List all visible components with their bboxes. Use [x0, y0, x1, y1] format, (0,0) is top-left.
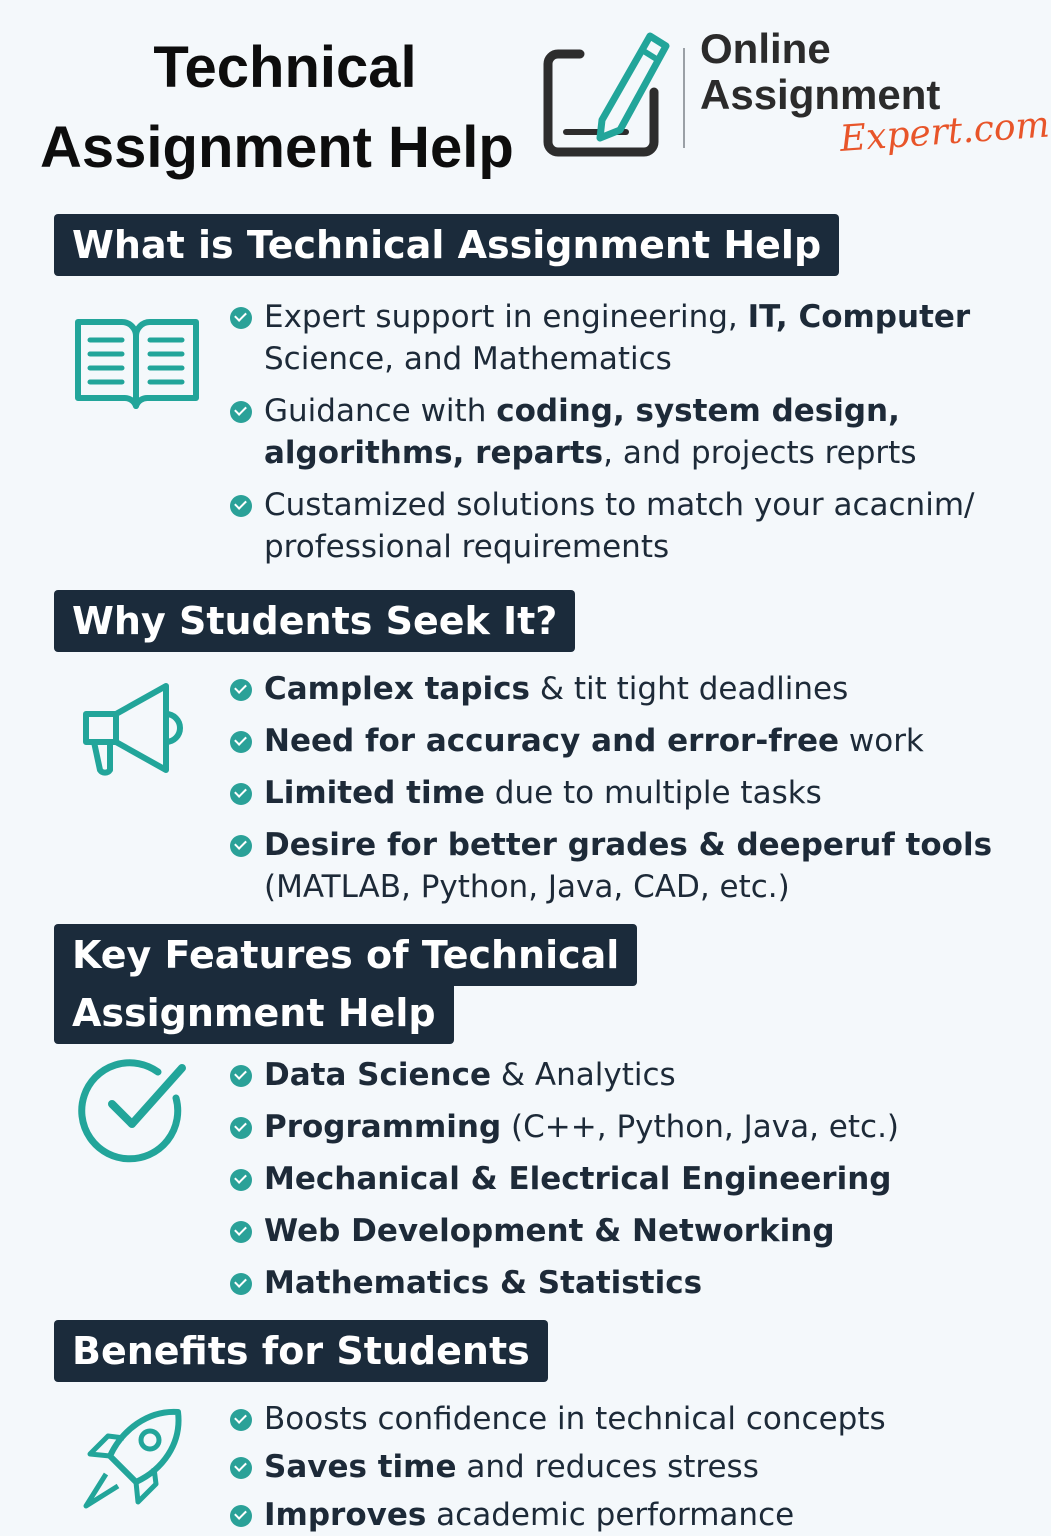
check-bullet-icon: [230, 1065, 252, 1087]
list-item: Guidance with coding, system design, algorithms, reparts, and projects reprts: [228, 390, 998, 474]
logo-line1: Online: [700, 25, 831, 72]
check-bullet-icon: [230, 1457, 252, 1479]
section-list-benefits: [228, 1398, 998, 1536]
list-item: Programming (C++, Python, Java, etc.): [228, 1106, 998, 1148]
check-bullet-icon: [230, 1273, 252, 1295]
check-bullet-icon: [230, 495, 252, 517]
section-heading-benefits: Benefits for Students: [54, 1320, 548, 1382]
check-bullet-icon: [230, 1221, 252, 1243]
open-book-icon: [72, 314, 202, 414]
check-bullet-icon: [230, 401, 252, 423]
rocket-icon: [78, 1404, 188, 1514]
check-bullet-icon: [230, 731, 252, 753]
megaphone-icon: [78, 680, 188, 780]
check-bullet-icon: [230, 679, 252, 701]
check-bullet-icon: [230, 1505, 252, 1527]
logo: [700, 25, 1051, 162]
section-list-key-features: [228, 1054, 998, 1304]
list-item: Mathematics & Statistics: [228, 1262, 998, 1304]
list-item: Data Science & Analytics: [228, 1054, 998, 1096]
check-bullet-icon: [230, 835, 252, 857]
section-list-why-students: [228, 668, 998, 908]
section-list-what-is: [228, 296, 998, 568]
page-title-line2: Assignment Help: [40, 115, 514, 180]
check-bullet-icon: [230, 1409, 252, 1431]
logo-line3: Expert.com: [838, 104, 1051, 160]
pencil-writing-icon: [540, 22, 680, 162]
check-bullet-icon: [230, 1117, 252, 1139]
list-item: Expert support in engineering, IT, Computer Science, and Mathematics: [228, 296, 998, 380]
logo-divider: [683, 48, 685, 148]
list-item: Camplex tapics & tit tight deadlines: [228, 668, 998, 710]
list-item: Mechanical & Electrical Engineering: [228, 1158, 998, 1200]
list-item: Improves academic performance: [228, 1494, 998, 1536]
list-item: Desire for better grades & deeperuf tools (MATLAB, Python, Java, CAD, etc.): [228, 824, 998, 908]
logo-line2: Assignment: [700, 71, 941, 118]
list-item: Web Development & Networking: [228, 1210, 998, 1252]
list-item: Custamized solutions to match your acacnim/ professional requirements: [228, 484, 998, 568]
list-item: Need for accuracy and error-free work: [228, 720, 998, 762]
check-bullet-icon: [230, 307, 252, 329]
check-circle-icon: [80, 1054, 190, 1162]
list-item: Saves time and reduces stress: [228, 1446, 998, 1488]
section-heading-key-features-line2: Assignment Help: [54, 982, 454, 1044]
list-item: Limited time due to multiple tasks: [228, 772, 998, 814]
list-item: Boosts confidence in technical concepts: [228, 1398, 998, 1440]
page-title-line1: Technical: [153, 35, 417, 100]
section-heading-what-is: What is Technical Assignment Help: [54, 214, 839, 276]
check-bullet-icon: [230, 783, 252, 805]
section-heading-why-students: Why Students Seek It?: [54, 590, 575, 652]
section-heading-key-features-line1: Key Features of Technical: [54, 924, 637, 986]
page-title: [40, 28, 540, 188]
check-bullet-icon: [230, 1169, 252, 1191]
